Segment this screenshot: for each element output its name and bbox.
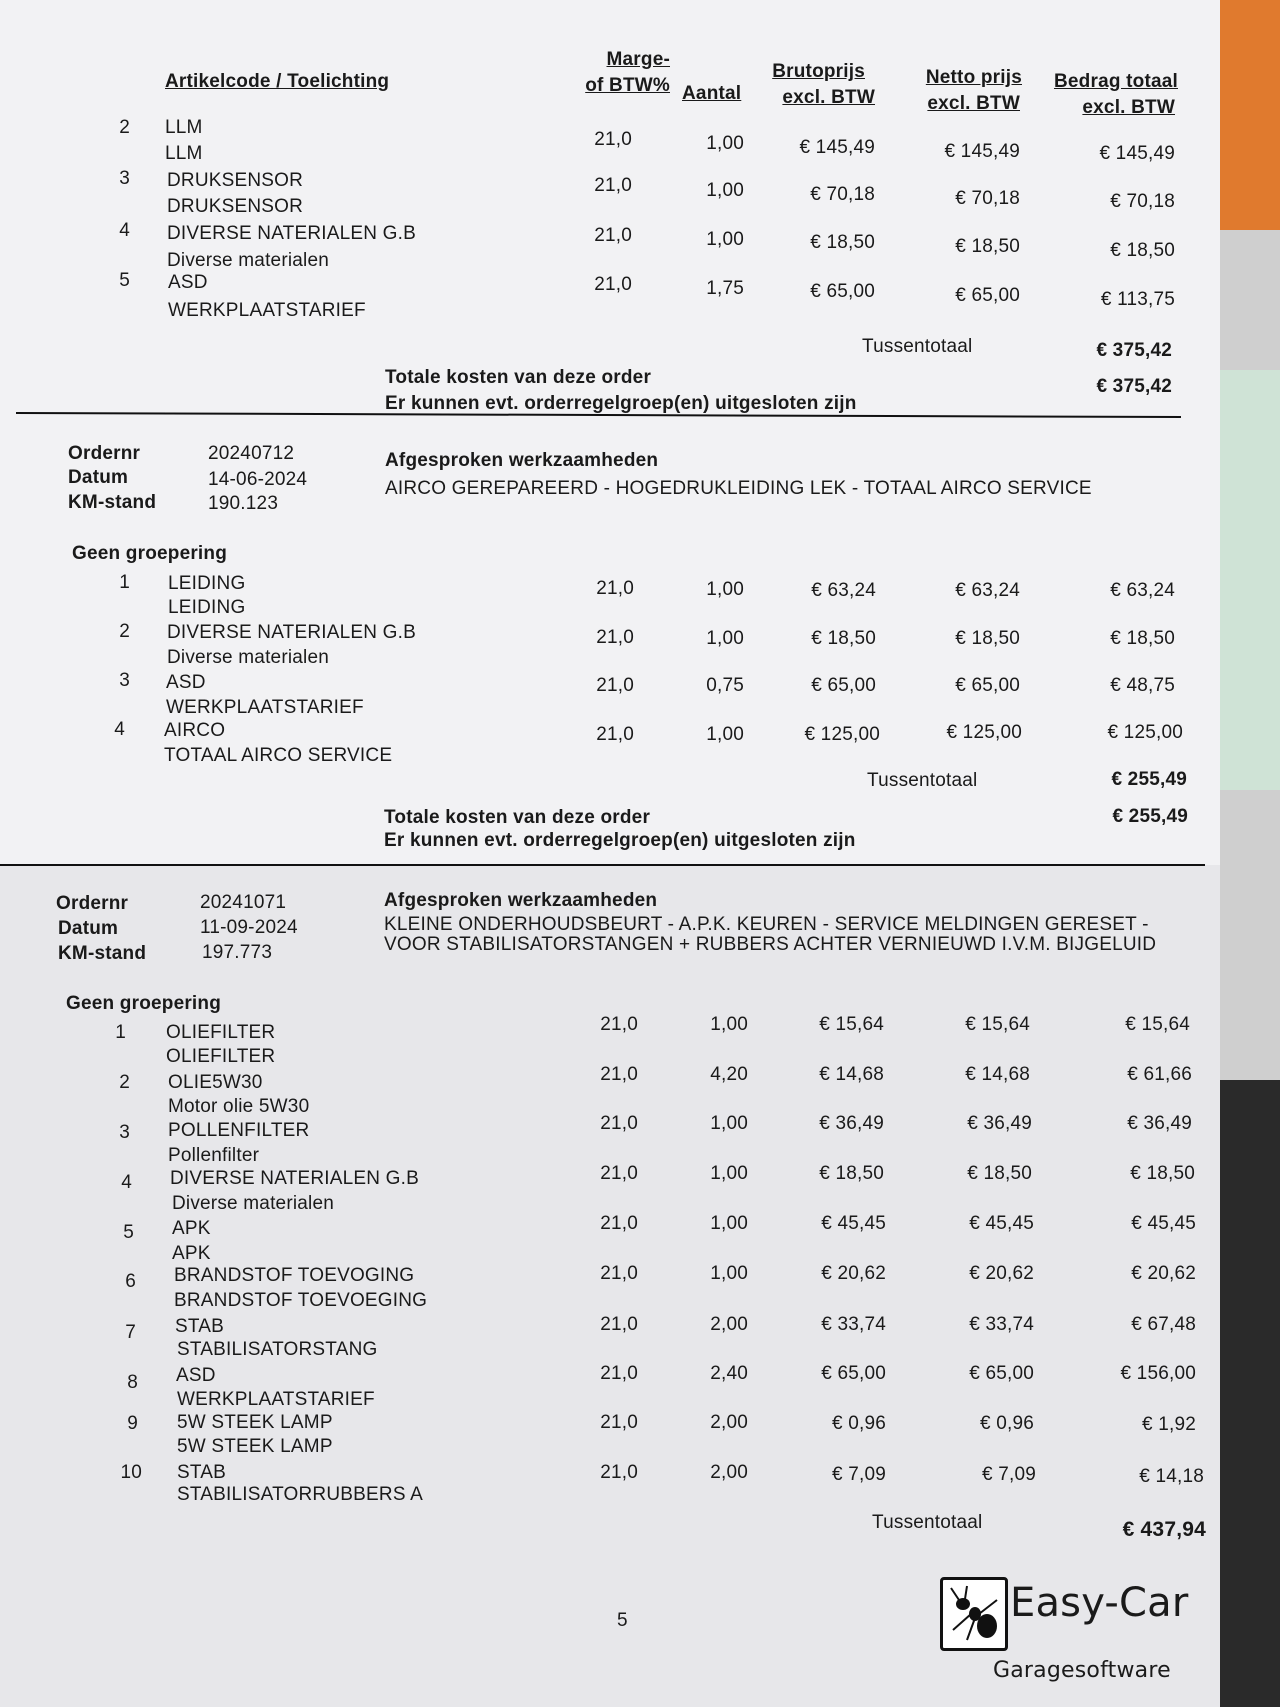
net-price: € 63,24: [955, 580, 1020, 601]
kmstand-label: KM-stand: [58, 943, 147, 964]
line-total: € 45,45: [1131, 1213, 1196, 1234]
quantity-value: 1,00: [706, 133, 744, 154]
row-number: 2: [119, 117, 130, 138]
btw-value: 21,0: [594, 225, 632, 246]
quantity-value: 2,00: [710, 1462, 748, 1483]
background-green-card: [1210, 370, 1280, 790]
row-number: 7: [125, 1322, 136, 1343]
article-description: STABILISATORSTANG: [177, 1339, 378, 1360]
gross-price: € 63,24: [811, 580, 876, 601]
article-description: STABILISATORRUBBERS A: [177, 1484, 423, 1505]
gross-price: € 65,00: [811, 675, 876, 696]
net-price: € 65,00: [969, 1363, 1034, 1384]
excluded-note: Er kunnen evt. orderregelgroep(en) uitgesloten zijn: [384, 830, 856, 851]
header-bruto-2: excl. BTW: [782, 87, 875, 108]
article-description: APK: [172, 1243, 211, 1264]
subtotal-value: € 437,94: [1122, 1518, 1206, 1541]
net-price: € 15,64: [965, 1014, 1030, 1035]
easy-car-logo-icon: [940, 1577, 1008, 1651]
line-total: € 63,24: [1110, 580, 1175, 601]
row-number: 8: [127, 1372, 138, 1393]
net-price: € 33,74: [969, 1314, 1034, 1335]
quantity-value: 4,20: [710, 1064, 748, 1085]
article-description: BRANDSTOF TOEVOEGING: [174, 1290, 428, 1311]
ordernr-label: Ordernr: [68, 443, 141, 464]
btw-value: 21,0: [600, 1462, 638, 1483]
kmstand-label: KM-stand: [68, 492, 157, 513]
gross-price: € 36,49: [819, 1113, 884, 1134]
ordernr-value: 20241071: [200, 892, 287, 913]
net-price: € 20,62: [969, 1263, 1034, 1284]
quantity-value: 1,00: [706, 724, 744, 745]
subtotal-value: € 255,49: [1111, 769, 1187, 790]
gross-price: € 14,68: [819, 1064, 884, 1085]
net-price: € 14,68: [965, 1064, 1030, 1085]
agreed-work-label: Afgesproken werkzaamheden: [385, 450, 659, 471]
btw-value: 21,0: [596, 675, 634, 696]
order-total-value: € 255,49: [1112, 806, 1188, 827]
net-price: € 125,00: [946, 722, 1022, 743]
article-code: 5W STEEK LAMP: [177, 1412, 333, 1433]
btw-value: 21,0: [594, 175, 632, 196]
net-price: € 45,45: [969, 1213, 1034, 1234]
header-marge-1: Marge-: [606, 49, 670, 70]
btw-value: 21,0: [600, 1163, 638, 1184]
gross-price: € 145,49: [799, 137, 875, 158]
article-code: STAB: [177, 1462, 227, 1483]
article-description: Motor olie 5W30: [168, 1096, 310, 1117]
quantity-value: 0,75: [706, 675, 744, 696]
article-code: OLIE5W30: [168, 1072, 263, 1093]
line-total: € 18,50: [1110, 628, 1175, 649]
article-code: BRANDSTOF TOEVOGING: [174, 1265, 415, 1286]
quantity-value: 1,00: [710, 1163, 748, 1184]
line-total: € 125,00: [1107, 722, 1183, 743]
line-total: € 36,49: [1127, 1113, 1192, 1134]
brand-subtitle: Garagesoftware: [993, 1658, 1171, 1683]
btw-value: 21,0: [600, 1014, 638, 1035]
quantity-value: 2,00: [710, 1412, 748, 1433]
article-description: 5W STEEK LAMP: [177, 1436, 333, 1457]
article-code: LLM: [165, 117, 203, 138]
row-number: 2: [119, 1072, 130, 1093]
btw-value: 21,0: [600, 1213, 638, 1234]
row-number: 5: [119, 270, 130, 291]
article-description: Diverse materialen: [167, 647, 329, 668]
line-total: € 67,48: [1131, 1314, 1196, 1335]
quantity-value: 1,00: [710, 1213, 748, 1234]
header-netto-2: excl. BTW: [927, 93, 1020, 114]
article-code: OLIEFILTER: [166, 1022, 276, 1043]
header-marge-2: of BTW%: [585, 75, 670, 96]
article-code: DIVERSE NATERIALEN G.B: [170, 1168, 419, 1189]
gross-price: € 18,50: [811, 628, 876, 649]
quantity-value: 1,00: [710, 1263, 748, 1284]
quantity-value: 1,00: [706, 229, 744, 250]
gross-price: € 18,50: [810, 232, 875, 253]
article-description: TOTAAL AIRCO SERVICE: [164, 745, 393, 766]
article-description: Diverse materialen: [172, 1193, 334, 1214]
article-code: DRUKSENSOR: [167, 170, 304, 191]
btw-value: 21,0: [596, 724, 634, 745]
gross-price: € 20,62: [821, 1263, 886, 1284]
datum-value: 11-09-2024: [200, 917, 298, 938]
article-code: APK: [172, 1218, 211, 1239]
datum-label: Datum: [58, 918, 119, 939]
row-number: 2: [119, 621, 130, 642]
subtotal-label: Tussentotaal: [867, 770, 978, 791]
quantity-value: 1,00: [710, 1113, 748, 1134]
row-number: 9: [127, 1413, 138, 1434]
grouping-label: Geen groepering: [72, 543, 228, 564]
order-total-label: Totale kosten van deze order: [385, 367, 652, 388]
gross-price: € 18,50: [819, 1163, 884, 1184]
row-number: 10: [120, 1462, 142, 1483]
row-number: 3: [119, 1122, 130, 1143]
quantity-value: 2,40: [710, 1363, 748, 1384]
grouping-label: Geen groepering: [66, 993, 222, 1014]
line-total: € 14,18: [1139, 1466, 1204, 1487]
gross-price: € 45,45: [821, 1213, 886, 1234]
net-price: € 18,50: [967, 1163, 1032, 1184]
header-bedrag-1: Bedrag totaal: [1053, 71, 1178, 92]
gross-price: € 70,18: [810, 184, 875, 205]
gross-price: € 7,09: [831, 1464, 886, 1485]
agreed-work-text-1: KLEINE ONDERHOUDSBEURT - A.P.K. KEUREN - SERVICE MELDINGEN GERESET -: [384, 914, 1149, 935]
datum-label: Datum: [68, 467, 129, 488]
article-code: ASD: [176, 1365, 216, 1386]
article-description: LEIDING: [168, 597, 246, 618]
gross-price: € 65,00: [810, 281, 875, 302]
net-price: € 65,00: [955, 675, 1020, 696]
btw-value: 21,0: [600, 1263, 638, 1284]
btw-value: 21,0: [600, 1113, 638, 1134]
gross-price: € 125,00: [804, 724, 880, 745]
article-description: OLIEFILTER: [166, 1046, 276, 1067]
row-number: 3: [119, 168, 130, 189]
net-price: € 18,50: [955, 628, 1020, 649]
section-divider: [0, 864, 1205, 866]
article-description: WERKPLAATSTARIEF: [166, 697, 364, 718]
net-price: € 70,18: [955, 188, 1020, 209]
article-code: ASD: [166, 672, 206, 693]
quantity-value: 1,00: [706, 579, 744, 600]
line-total: € 15,64: [1125, 1014, 1190, 1035]
line-total: € 20,62: [1131, 1263, 1196, 1284]
row-number: 5: [123, 1222, 134, 1243]
article-description: WERKPLAATSTARIEF: [177, 1389, 375, 1410]
net-price: € 18,50: [955, 236, 1020, 257]
article-description: DRUKSENSOR: [167, 196, 304, 217]
agreed-work-label: Afgesproken werkzaamheden: [384, 890, 658, 911]
line-total: € 18,50: [1110, 240, 1175, 261]
header-bruto-1: Brutoprijs: [772, 61, 865, 82]
subtotal-label: Tussentotaal: [862, 336, 973, 357]
line-total: € 48,75: [1110, 675, 1175, 696]
subtotal-label: Tussentotaal: [872, 1512, 983, 1533]
ordernr-label: Ordernr: [56, 893, 129, 914]
btw-value: 21,0: [596, 627, 634, 648]
btw-value: 21,0: [600, 1064, 638, 1085]
quantity-value: 1,00: [706, 628, 744, 649]
gross-price: € 33,74: [821, 1314, 886, 1335]
line-total: € 18,50: [1130, 1163, 1195, 1184]
article-code: AIRCO: [164, 720, 226, 741]
gross-price: € 0,96: [831, 1413, 886, 1434]
header-bedrag-2: excl. BTW: [1082, 97, 1175, 118]
line-total: € 70,18: [1110, 191, 1175, 212]
line-total: € 61,66: [1127, 1064, 1192, 1085]
quantity-value: 1,00: [706, 180, 744, 201]
line-total: € 156,00: [1120, 1363, 1196, 1384]
article-code: STAB: [175, 1316, 225, 1337]
net-price: € 7,09: [981, 1464, 1036, 1485]
btw-value: 21,0: [596, 578, 634, 599]
kmstand-value: 190.123: [208, 493, 279, 514]
page-number: 5: [617, 1610, 628, 1631]
quantity-value: 2,00: [710, 1314, 748, 1335]
row-number: 4: [121, 1172, 132, 1193]
ordernr-value: 20240712: [208, 443, 295, 464]
row-number: 4: [114, 719, 125, 740]
brand-name: Easy-Car: [1010, 1580, 1189, 1626]
article-code: DIVERSE NATERIALEN G.B: [167, 223, 416, 244]
article-code: LEIDING: [168, 573, 246, 594]
kmstand-value: 197.773: [202, 942, 273, 963]
btw-value: 21,0: [594, 129, 632, 150]
btw-value: 21,0: [600, 1412, 638, 1433]
agreed-work-text: AIRCO GEREPAREERD - HOGEDRUKLEIDING LEK - TOTAAL AIRCO SERVICE: [385, 478, 1092, 499]
row-number: 6: [125, 1271, 136, 1292]
article-description: WERKPLAATSTARIEF: [168, 300, 366, 321]
article-code: ASD: [168, 272, 208, 293]
btw-value: 21,0: [600, 1363, 638, 1384]
net-price: € 145,49: [944, 141, 1020, 162]
order-total-value: € 375,42: [1096, 376, 1172, 397]
quantity-value: 1,00: [710, 1014, 748, 1035]
excluded-note: Er kunnen evt. orderregelgroep(en) uitgesloten zijn: [385, 393, 857, 414]
quantity-value: 1,75: [706, 278, 744, 299]
row-number: 4: [119, 220, 130, 241]
subtotal-value: € 375,42: [1096, 340, 1172, 361]
header-aantal: Aantal: [682, 83, 742, 104]
datum-value: 14-06-2024: [208, 469, 308, 490]
line-total: € 145,49: [1099, 143, 1175, 164]
net-price: € 65,00: [955, 285, 1020, 306]
btw-value: 21,0: [600, 1314, 638, 1335]
gross-price: € 15,64: [819, 1014, 884, 1035]
order-total-label: Totale kosten van deze order: [384, 807, 651, 828]
article-description: LLM: [165, 143, 203, 164]
header-netto-1: Netto prijs: [925, 67, 1022, 88]
article-code: POLLENFILTER: [168, 1120, 310, 1141]
row-number: 3: [119, 670, 130, 691]
btw-value: 21,0: [594, 274, 632, 295]
header-article: Artikelcode / Toelichting: [165, 71, 390, 92]
line-total: € 1,92: [1141, 1414, 1196, 1435]
row-number: 1: [119, 572, 130, 593]
article-description: Pollenfilter: [168, 1145, 260, 1166]
row-number: 1: [115, 1022, 126, 1043]
article-description: Diverse materialen: [167, 250, 329, 271]
net-price: € 0,96: [979, 1413, 1034, 1434]
gross-price: € 65,00: [821, 1363, 886, 1384]
agreed-work-text-2: VOOR STABILISATORSTANGEN + RUBBERS ACHTER VERNIEUWD I.V.M. BIJGELUID: [384, 934, 1157, 955]
net-price: € 36,49: [967, 1113, 1032, 1134]
article-code: DIVERSE NATERIALEN G.B: [167, 622, 416, 643]
line-total: € 113,75: [1100, 289, 1175, 310]
